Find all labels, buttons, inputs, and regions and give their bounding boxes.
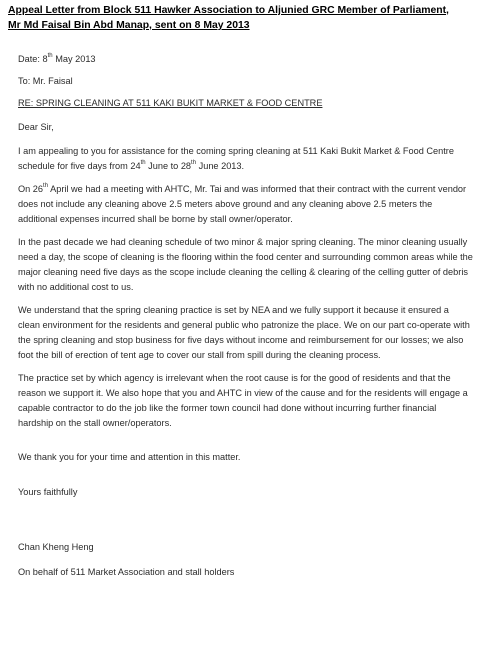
closing-line: Yours faithfully	[18, 487, 78, 497]
paragraph-1: I am appealing to you for assistance for the coming spring cleaning at 511 Kaki Bukit Market & Food Centre schedule for five days from 24th June to 28th June 2013.	[18, 146, 454, 171]
paragraph-5: The practice set by which agency is irrelevant when the root cause is for the good of residents and that the reason we support it. We also hope that you and AHTC in view of the cause and for the residents will engage a capable contractor to do the job like the former town council had done without incurring further financial hardship on the stall owner/operators.	[18, 373, 468, 428]
letter-salutation: Dear Sir,	[18, 122, 54, 132]
letter-recipient: To: Mr. Faisal	[18, 76, 73, 86]
thanks-line: We thank you for your time and attention in this matter.	[18, 452, 241, 462]
paragraph-2: On 26th April we had a meeting with AHTC, Mr. Tai and was informed that their contract with the current vendor does not include any cleaning above 2.5 meters above ground and any cleaning above 2.5 meters the additional expenses incurred shall be borne by stall owner/operator.	[18, 182, 467, 224]
heading-line-1: Appeal Letter from Block 511 Hawker Association to Aljunied GRC Member of Parliament,	[8, 5, 449, 16]
signer-name: Chan Kheng Heng	[18, 542, 94, 552]
signer-affiliation: On behalf of 511 Market Association and stall holders	[18, 567, 235, 577]
paragraph-4: We understand that the spring cleaning practice is set by NEA and we fully support it because it ensured a clean environment for the residents and general public who patronize the place. We on our part co-operate with the spring cleaning and stop business for five days without income and reimbursement for our losses; we also foot the bill of erection of tent age to cover our stall from spill during the cleaning process.	[18, 305, 470, 360]
paragraph-3: In the past decade we had cleaning schedule of two minor & major spring cleaning. The minor cleaning usually need a day, the scope of cleaning is the flooring within the food center and surrounding common areas while the major cleaning need five days as the scope include cleaning the celling & clearing of the celling gutter of debris with no additional cost to us.	[18, 237, 473, 292]
letter-body	[18, 52, 473, 580]
letter-subject: RE: SPRING CLEANING AT 511 KAKI BUKIT MARKET & FOOD CENTRE	[18, 98, 323, 108]
letter-date: Date: 8th May 2013	[18, 52, 96, 64]
letter-heading	[8, 3, 477, 33]
heading-line-2: Mr Md Faisal Bin Abd Manap, sent on 8 May 2013	[8, 20, 250, 31]
